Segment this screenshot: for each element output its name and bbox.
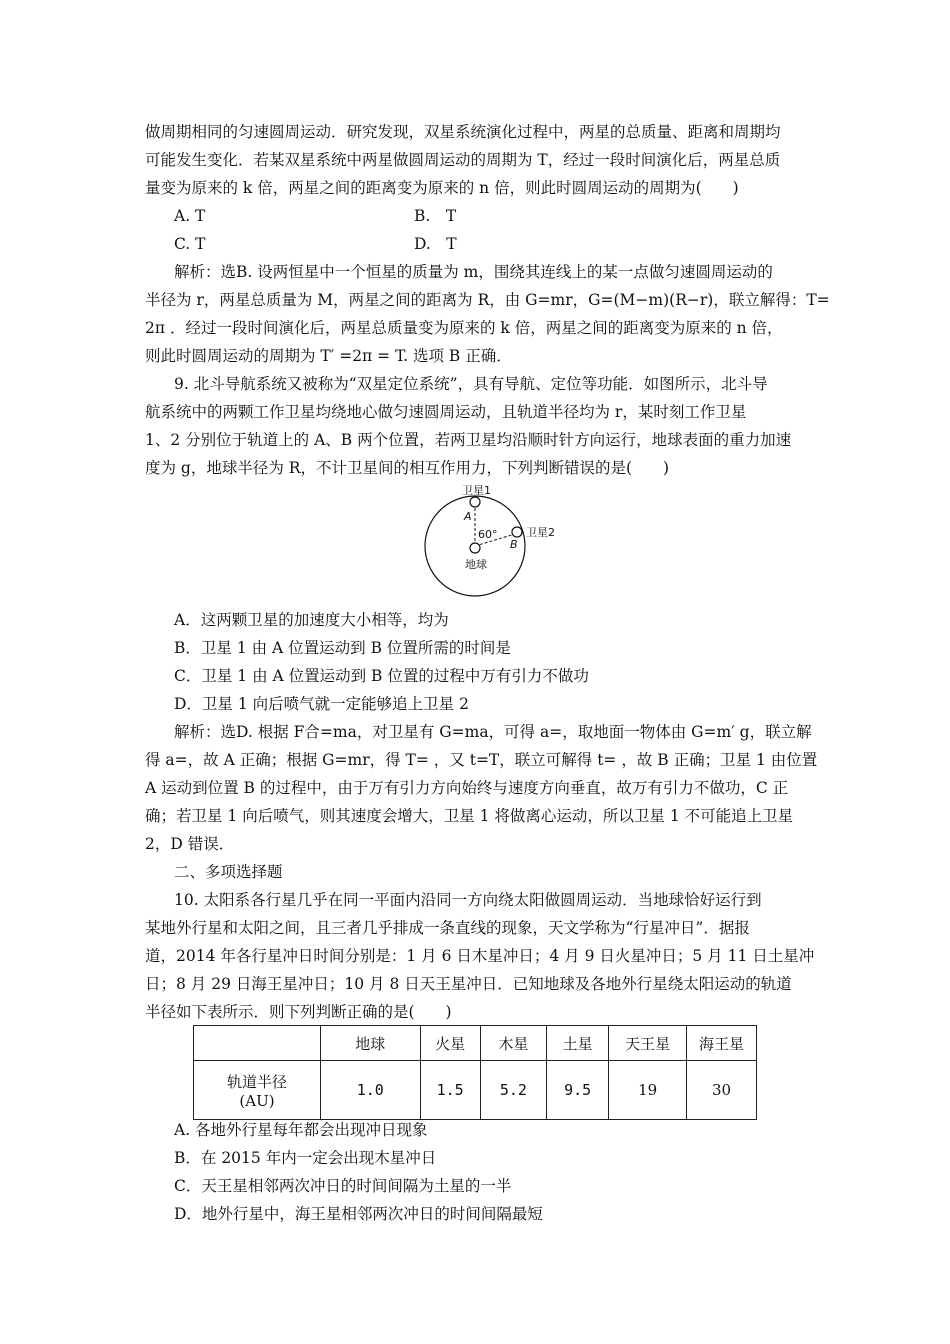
table-cell-saturn: 9.5 <box>546 1061 608 1120</box>
table-cell-earth: 1.0 <box>321 1061 420 1120</box>
q9-stem-line-2: 航系统中的两颗工作卫星均绕地心做匀速圆周运动，且轨道半径均为 r，某时刻工作卫星 <box>145 403 747 421</box>
q8-option-a: A. T <box>174 207 206 225</box>
earth-dot <box>470 543 480 553</box>
q8-stem-line-3: 量变为原来的 k 倍，两星之间的距离变为原来的 n 倍，则此时圆周运动的周期为( ) <box>145 179 739 197</box>
row-label-line-2: (AU) <box>239 1091 275 1110</box>
q10-option-d: D．地外行星中，海王星相邻两次冲日的时间间隔最短 <box>174 1205 543 1223</box>
table-header-cell: 地球 <box>321 1026 420 1061</box>
table-header-cell: 木星 <box>480 1026 546 1061</box>
q8-option-d: D. T <box>414 235 457 253</box>
q8-stem-line-1: 做周期相同的匀速圆周运动．研究发现，双星系统演化过程中，两星的总质量、距离和周期均 <box>145 123 781 141</box>
satellite-2-label: 卫星2 <box>526 526 555 539</box>
q9-analysis-line-3: A 运动到位置 B 的过程中，由于万有引力方向始终与速度方向垂直，故万有引力不做功，C 正 <box>145 779 789 797</box>
q9-option-d: D．卫星 1 向后喷气就一定能够追上卫星 2 <box>174 695 469 713</box>
q10-stem-line-3: 道，2014 年各行星冲日时间分别是：1 月 6 日木星冲日；4 月 9 日火星冲日；5 月 11 日土星冲 <box>145 947 815 965</box>
satellite-2-dot <box>512 527 522 537</box>
table-header-cell: 天王星 <box>609 1026 687 1061</box>
satellite-1-label: 卫星1 <box>462 484 491 497</box>
q10-stem-line-1: 10. 太阳系各行星几乎在同一平面内沿同一方向绕太阳做圆周运动．当地球恰好运行到 <box>174 891 762 909</box>
table-header-cell: 土星 <box>546 1026 608 1061</box>
section-title: 二、多项选择题 <box>174 863 283 881</box>
table-header-row <box>194 1026 757 1061</box>
q9-stem-line-1: 9. 北斗导航系统又被称为“双星定位系统”，具有导航、定位等功能．如图所示，北斗导 <box>174 375 768 393</box>
q8-option-b: B. T <box>414 207 457 225</box>
satellite-orbit-figure <box>420 482 570 600</box>
table-cell-jupiter: 5.2 <box>480 1061 546 1120</box>
q8-analysis-line-2: 半径为 r，两星总质量为 M，两星之间的距离为 R，由 G=mr，G=(M−m)(R−r)，联立解得：T= <box>145 291 830 309</box>
table-cell-neptune: 30 <box>687 1061 757 1120</box>
q9-option-a: A．这两颗卫星的加速度大小相等，均为 <box>174 611 449 629</box>
table-header-cell: 火星 <box>420 1026 480 1061</box>
q8-analysis-line-3: 2π ．经过一段时间演化后，两星总质量变为原来的 k 倍，两星之间的距离变为原来的 n 倍， <box>145 319 783 337</box>
q10-option-a: A. 各地外行星每年都会出现冲日现象 <box>174 1121 428 1139</box>
q9-stem-line-3: 1、2 分别位于轨道上的 A、B 两个位置，若两卫星均沿顺时针方向运行，地球表面的重力加速 <box>145 431 792 449</box>
q9-analysis-line-4: 确；若卫星 1 向后喷气，则其速度会增大，卫星 1 将做离心运动，所以卫星 1 不可能追上卫星 <box>145 807 794 825</box>
q10-stem-line-4: 日；8 月 29 日海王星冲日；10 月 8 日天王星冲日．已知地球及各地外行星绕太阳运动的轨道 <box>145 975 792 993</box>
satellite-1-dot <box>470 497 480 507</box>
angle-label: 60° <box>478 528 498 541</box>
q8-analysis-line-4: 则此时圆周运动的周期为 T′ =2π = T. 选项 B 正确． <box>145 347 512 365</box>
orbit-radius-table <box>193 1025 757 1120</box>
table-cell-mars: 1.5 <box>420 1061 480 1120</box>
point-b-label: B <box>510 538 518 551</box>
q8-option-c: C. T <box>174 235 206 253</box>
table-header-cell <box>194 1026 321 1061</box>
q8-analysis-line-1: 解析：选B. 设两恒星中一个恒星的质量为 m，围绕其连线上的某一点做匀速圆周运动的 <box>174 263 773 281</box>
q9-option-b: B．卫星 1 由 A 位置运动到 B 位置所需的时间是 <box>174 639 511 657</box>
q10-option-c: C．天王星相邻两次冲日的时间间隔为土星的一半 <box>174 1177 512 1195</box>
q9-analysis-line-2: 得 a=，故 A 正确；根据 G=mr，得 T= ，又 t=T，联立可解得 t= ，故 B 正确；卫星 1 由位置 <box>145 751 818 769</box>
earth-label: 地球 <box>465 558 487 571</box>
q9-analysis-line-5: 2，D 错误． <box>145 835 235 853</box>
point-a-label: A <box>464 510 472 523</box>
row-label-line-1: 轨道半径 <box>227 1072 288 1091</box>
q10-stem-line-5: 半径如下表所示．则下列判断正确的是( ) <box>145 1003 452 1021</box>
table-cell-uranus: 19 <box>609 1061 687 1120</box>
table-header-cell: 海王星 <box>687 1026 757 1061</box>
q9-analysis-line-1: 解析：选D. 根据 F合=ma，对卫星有 G=ma，可得 a=，取地面一物体由 G=m′ g，联立解 <box>174 723 812 741</box>
q9-stem-line-4: 度为 g，地球半径为 R，不计卫星间的相互作用力，下列判断错误的是( ) <box>145 459 670 477</box>
q10-stem-line-2: 某地外行星和太阳之间，且三者几乎排成一条直线的现象，天文学称为“行星冲日”．据报 <box>145 919 750 937</box>
q8-stem-line-2: 可能发生变化．若某双星系统中两星做圆周运动的周期为 T，经过一段时间演化后，两星总质 <box>145 151 781 169</box>
q10-option-b: B．在 2015 年内一定会出现木星冲日 <box>174 1149 437 1167</box>
table-row <box>194 1061 757 1120</box>
table-row-label <box>194 1061 321 1120</box>
q9-option-c: C．卫星 1 由 A 位置运动到 B 位置的过程中万有引力不做功 <box>174 667 589 685</box>
